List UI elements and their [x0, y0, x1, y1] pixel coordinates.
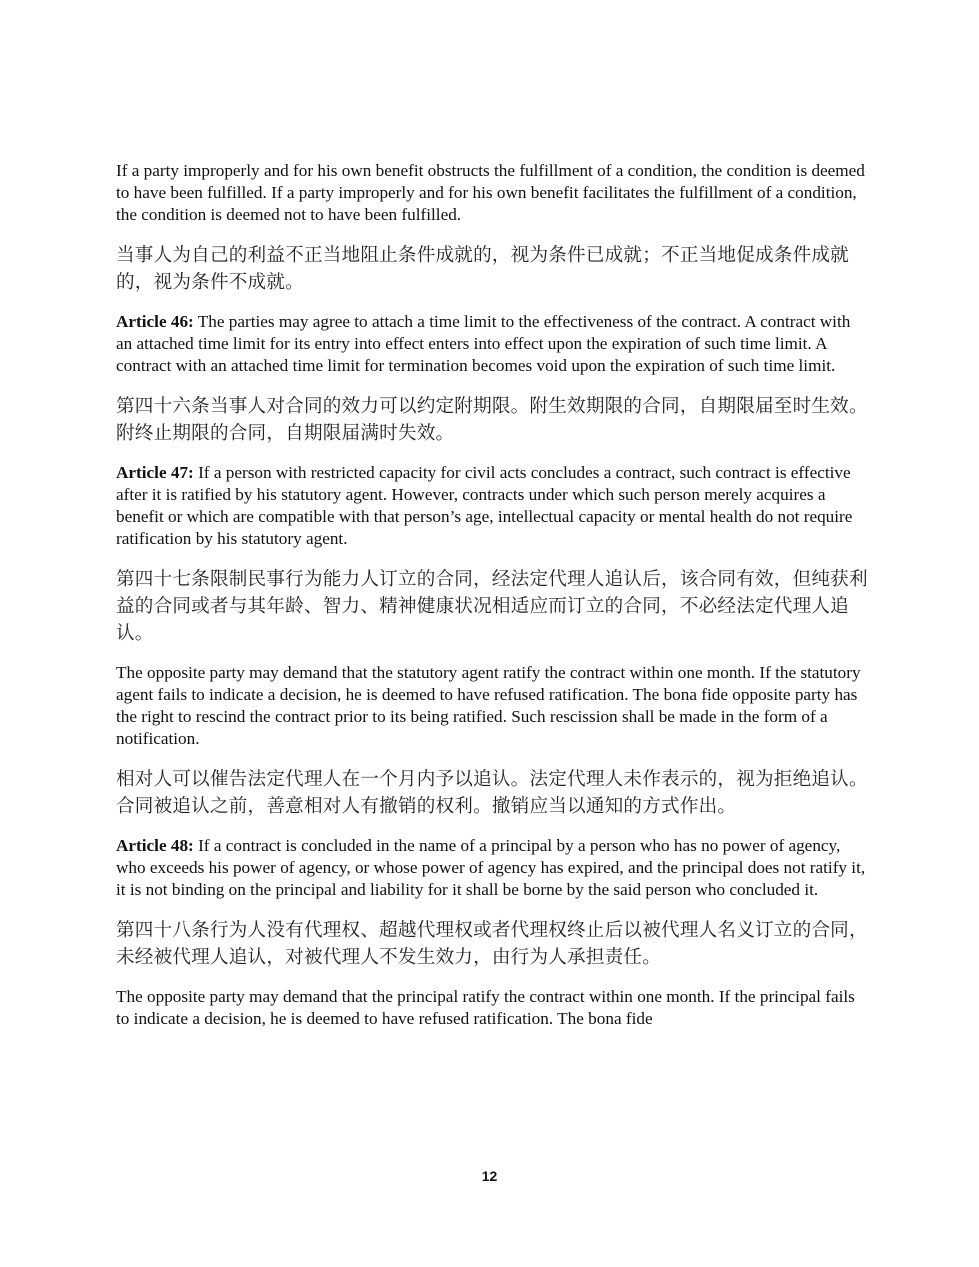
article-46-text: The parties may agree to attach a time limit to the effectiveness of the contract. A contract with an attached time limit for its entry into effect enters into effect upon the expiration of such time limit. A contract with an attached time limit for termination becomes void upon the expiration of such time limit.	[116, 312, 851, 375]
article-47-ratification-zh: 相对人可以催告法定代理人在一个月内予以追认。法定代理人未作表示的，视为拒绝追认。合同被追认之前，善意相对人有撤销的权利。撤销应当以通知的方式作出。	[116, 769, 868, 817]
article-46-zh: 第四十六条当事人对合同的效力可以约定附期限。附生效期限的合同，自期限届至时生效。附终止期限的合同，自期限届满时失效。	[116, 396, 868, 444]
article-46-heading: Article 46:	[116, 312, 194, 331]
paragraph-condition-en: If a party improperly and for his own benefit obstructs the fulfillment of a condition, the condition is deemed to have been fulfilled. If a party improperly and for his own benefit facilitates the fulfillment of a condition, the condition is deemed not to have been fulfilled.	[116, 161, 865, 224]
article-47-ratification-en: The opposite party may demand that the statutory agent ratify the contract within one month. If the statutory agent fails to indicate a decision, he is deemed to have refused ratification. The bona fide opposite party has the right to rescind the contract prior to its being ratified. Such rescission shall be made in the form of a notification.	[116, 663, 861, 748]
page-number: 12	[481, 1168, 498, 1184]
article-48-ratification-en: The opposite party may demand that the principal ratify the contract within one month. If the principal fails to indicate a decision, he is deemed to have refused ratification. The bona fide	[116, 987, 855, 1028]
article-47-text: If a person with restricted capacity for civil acts concludes a contract, such contract is effective after it is ratified by his statutory agent. However, contracts under which such person merely acquires a benefit or which are compatible with that person’s age, intellectual capacity or mental health do not require ratification by his statutory agent.	[116, 463, 853, 548]
article-48-heading: Article 48:	[116, 836, 194, 855]
article-48-text: If a contract is concluded in the name of a principal by a person who has no power of agency, who exceeds his power of agency, or whose power of agency has expired, and the principal does not ratify it, it is not binding on the principal and liability for it shall be borne by the said person who concluded it.	[116, 836, 866, 899]
article-47-heading: Article 47:	[116, 463, 194, 482]
article-48-en	[116, 835, 868, 901]
article-46-en	[116, 311, 868, 377]
article-47-zh: 第四十七条限制民事行为能力人订立的合同，经法定代理人追认后，该合同有效，但纯获利益的合同或者与其年龄、智力、精神健康状况相适应而订立的合同，不必经法定代理人追认。	[116, 569, 868, 644]
article-48-zh: 第四十八条行为人没有代理权、超越代理权或者代理权终止后以被代理人名义订立的合同，未经被代理人追认，对被代理人不发生效力，由行为人承担责任。	[116, 920, 868, 968]
paragraph-condition-zh: 当事人为自己的利益不正当地阻止条件成就的，视为条件已成就；不正当地促成条件成就的，视为条件不成就。	[116, 245, 849, 293]
article-47-en	[116, 462, 868, 550]
page-content	[116, 160, 868, 1046]
